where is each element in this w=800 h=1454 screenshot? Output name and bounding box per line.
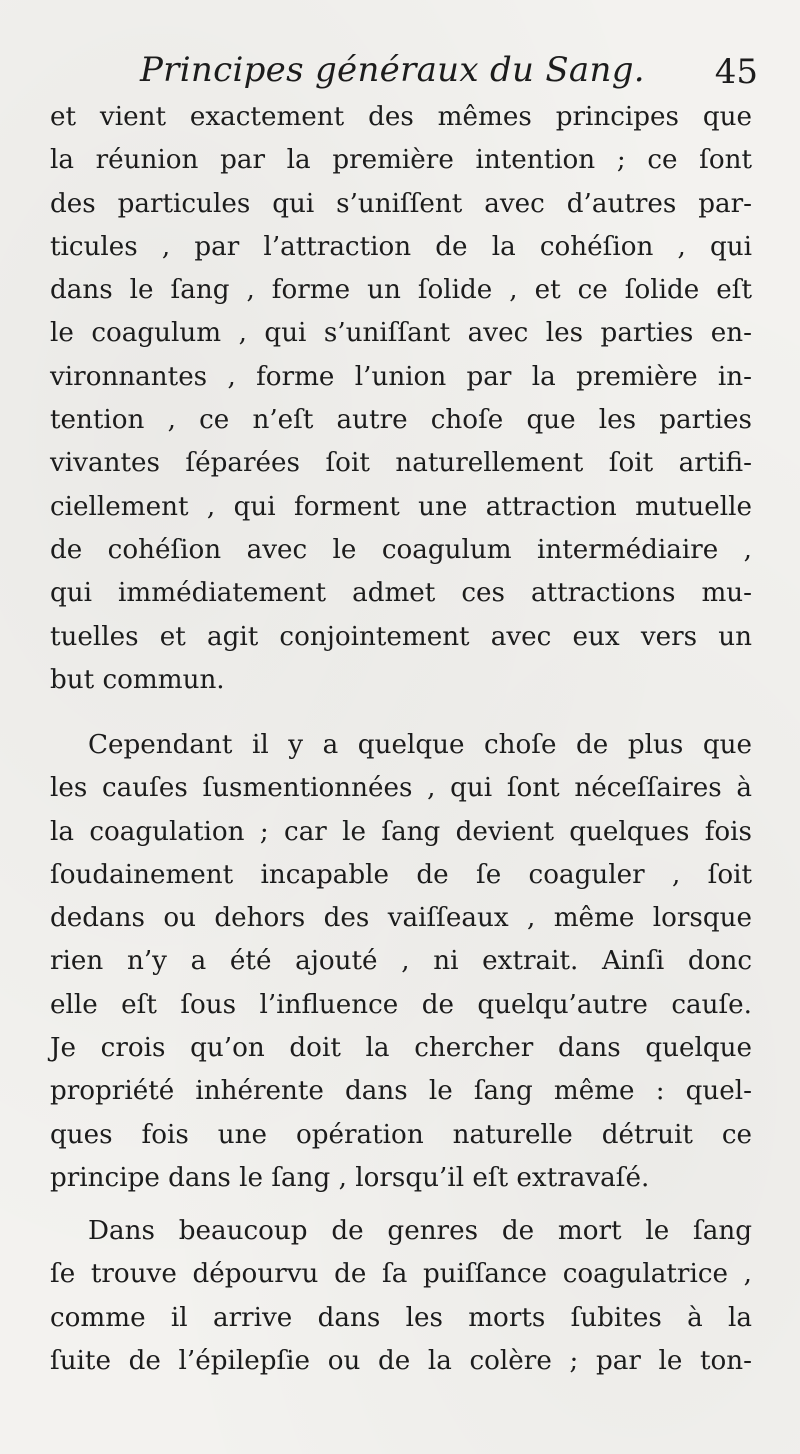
text-line: dans le ſang , forme un ſolide , et ce ſolide eſt <box>50 275 752 306</box>
text-line: ciellement , qui forment une attraction mutuelle <box>50 491 752 522</box>
text-line: but commun. <box>50 664 225 695</box>
text-line: les cauſes ſusmentionnées , qui ſont néceſſaires à <box>50 773 752 804</box>
text-line: ticules , par l’attraction de la cohéſion , qui <box>50 231 752 262</box>
running-title: Principes généraux du Sang. <box>140 50 645 90</box>
text-line: tention , ce n’eſt autre choſe que les parties <box>50 405 752 436</box>
page-number: 45 <box>714 52 758 92</box>
text-line: ſoudainement incapable de ſe coaguler , ſoit <box>50 859 752 890</box>
text-line: vironnantes , forme l’union par la première in- <box>50 361 752 392</box>
text-line: principe dans le ſang , lorsqu’il eſt extravaſé. <box>50 1162 650 1193</box>
text-line: ſuite de l’épilepſie ou de la colère ; par le ton- <box>50 1345 752 1376</box>
text-line: de cohéſion avec le coagulum intermédiaire , <box>50 534 752 565</box>
text-line: Cependant il y a quelque choſe de plus que <box>88 730 752 760</box>
text-line: et vient exactement des mêmes principes que <box>50 102 752 132</box>
text-line: Dans beaucoup de genres de mort le ſang <box>88 1216 752 1246</box>
text-line: elle eſt ſous l’influence de quelqu’autre cauſe. <box>50 989 752 1020</box>
text-line: ques fois une opération naturelle détruit ce <box>50 1119 752 1150</box>
text-line: propriété inhérente dans le ſang même : quel- <box>50 1076 752 1107</box>
text-line: rien n’y a été ajouté , ni extrait. Ainſi donc <box>50 946 752 977</box>
paragraph-3 <box>50 1210 752 1383</box>
text-line: comme il arrive dans les morts ſubites à la <box>50 1302 752 1333</box>
text-line: la coagulation ; car le ſang devient quelques fois <box>50 816 752 847</box>
text-line: qui immédiatement admet ces attractions mu- <box>50 578 752 609</box>
paragraph-1 <box>50 96 752 702</box>
text-line: ſe trouve dépourvu de ſa puiſſance coagulatrice , <box>50 1259 752 1290</box>
text-line: vivantes ſéparées ſoit naturellement ſoit artifi- <box>50 448 752 479</box>
paragraph-2 <box>50 724 752 1200</box>
text-line: la réunion par la première intention ; ce ſont <box>50 145 752 176</box>
running-head <box>48 50 758 102</box>
text-line: le coagulum , qui s’uniſſant avec les parties en- <box>50 318 752 349</box>
text-line: tuelles et agit conjointement avec eux vers un <box>50 621 752 652</box>
text-line: dedans ou dehors des vaiſſeaux , même lorsque <box>50 903 752 934</box>
text-line: des particules qui s’uniſſent avec d’autres par- <box>50 188 752 219</box>
text-line: Je crois qu’on doit la chercher dans quelque <box>50 1033 752 1064</box>
